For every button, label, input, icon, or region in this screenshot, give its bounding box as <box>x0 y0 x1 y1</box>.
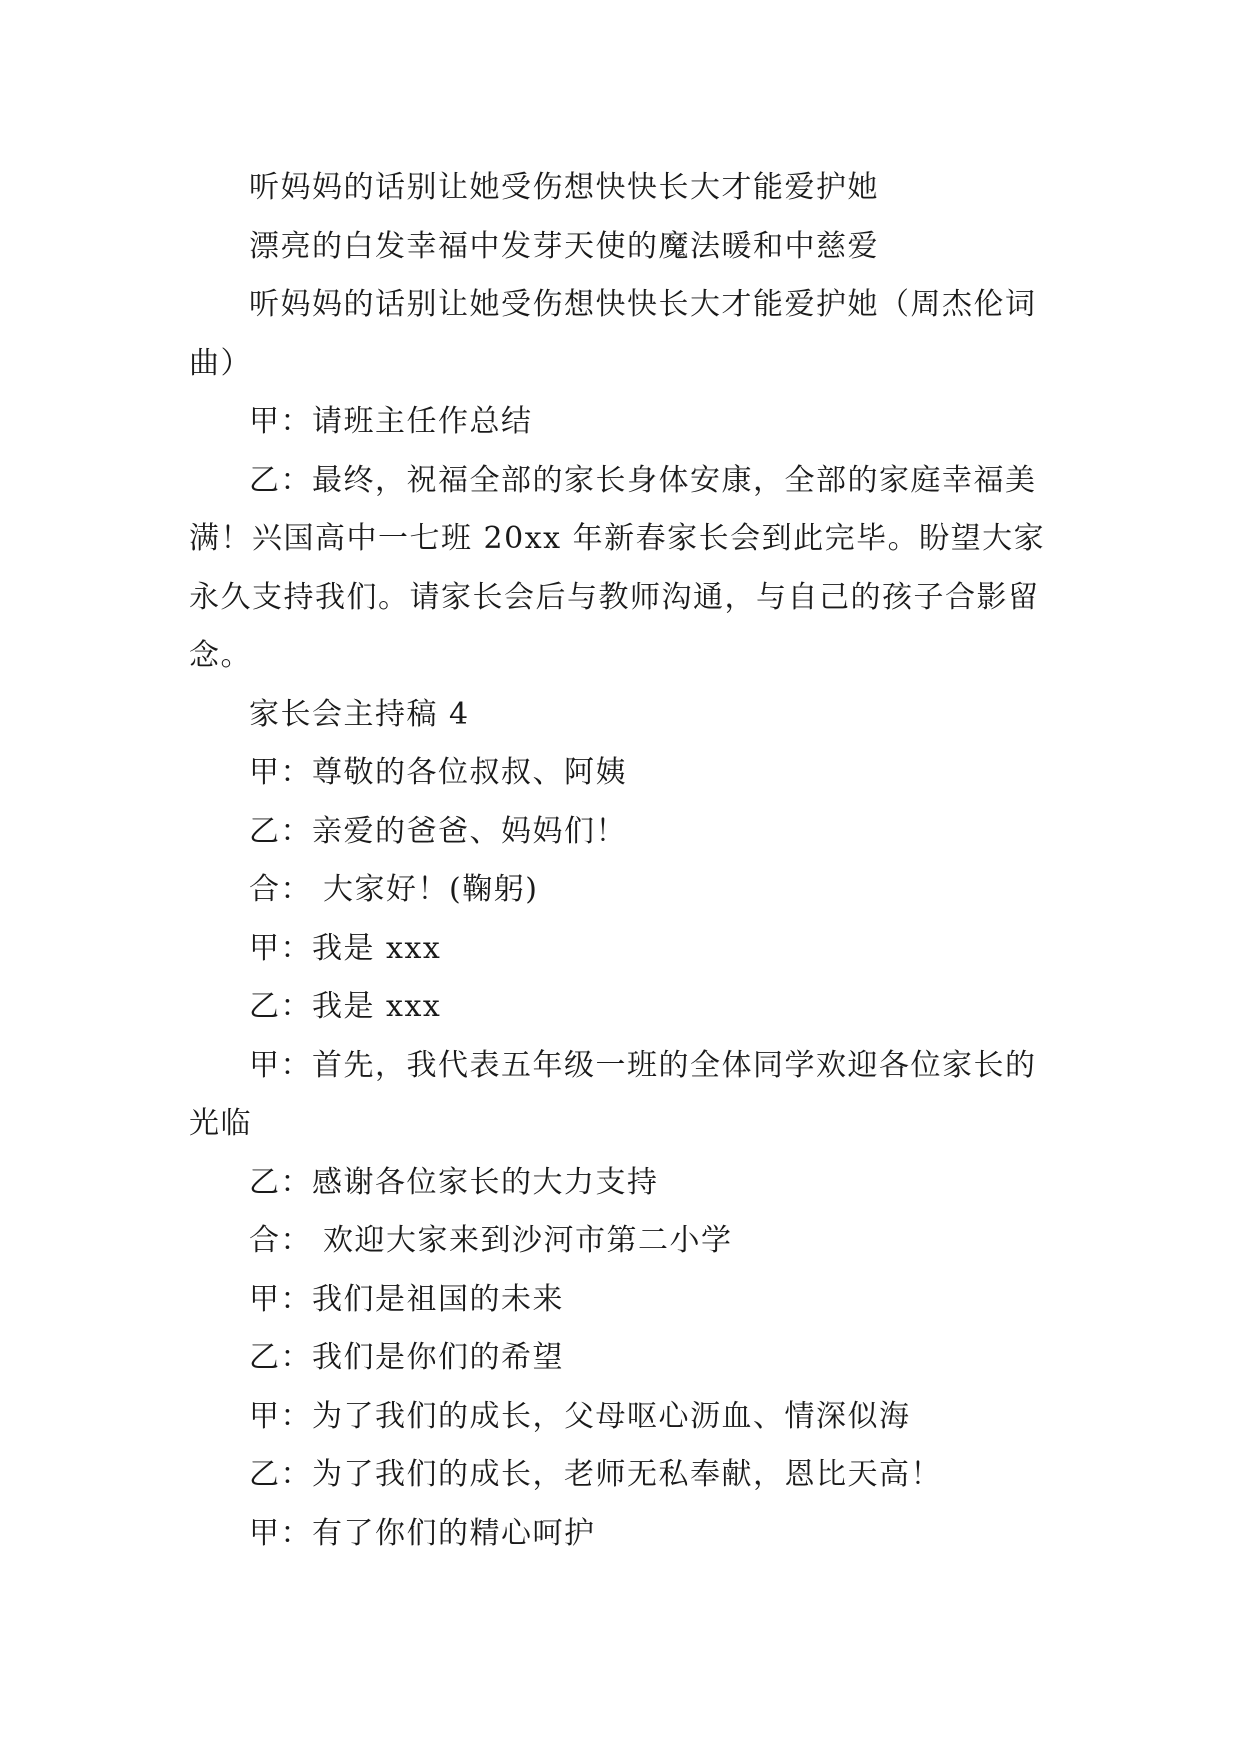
paragraph: 合： 欢迎大家来到沙河市第二小学 <box>249 1223 733 1258</box>
document-body <box>189 159 1057 1563</box>
paragraph: 乙：感谢各位家长的大力支持 <box>249 1164 659 1200</box>
paragraph: 乙：亲爱的爸爸、妈妈们！ <box>249 813 627 849</box>
paragraph: 甲：我是 xxx <box>249 930 442 966</box>
section-heading: 家长会主持稿 4 <box>249 696 470 732</box>
paragraph: 甲：请班主任作总结 <box>249 404 533 439</box>
paragraph: 甲：有了你们的精心呵护 <box>249 1515 596 1551</box>
paragraph: 合： 大家好！(鞠躬) <box>249 872 539 907</box>
paragraph: 甲：首先，我代表五年级一班的全体同学欢迎各位家长的光临 <box>189 1047 1037 1141</box>
paragraph: 漂亮的白发幸福中发芽天使的魔法暖和中慈爱 <box>249 228 879 264</box>
paragraph: 乙：为了我们的成长，老师无私奉献，恩比天高！ <box>249 1457 942 1492</box>
paragraph: 乙：最终，祝福全部的家长身体安康，全部的家庭幸福美满！兴国高中一七班 20xx 年新春家长会到此完毕。盼望大家永久支持我们。请家长会后与教师沟通，与自己的孩子合影留念。 <box>189 462 1046 673</box>
paragraph: 听妈妈的话别让她受伤想快快长大才能爱护她（周杰伦词曲） <box>189 287 1037 381</box>
paragraph: 甲：尊敬的各位叔叔、阿姨 <box>249 755 627 790</box>
paragraph: 甲：我们是祖国的未来 <box>249 1281 564 1317</box>
paragraph: 听妈妈的话别让她受伤想快快长大才能爱护她 <box>249 170 879 205</box>
paragraph: 甲：为了我们的成长，父母呕心沥血、情深似海 <box>249 1398 911 1434</box>
paragraph: 乙：我们是你们的希望 <box>249 1340 564 1375</box>
paragraph: 乙：我是 xxx <box>249 989 442 1024</box>
